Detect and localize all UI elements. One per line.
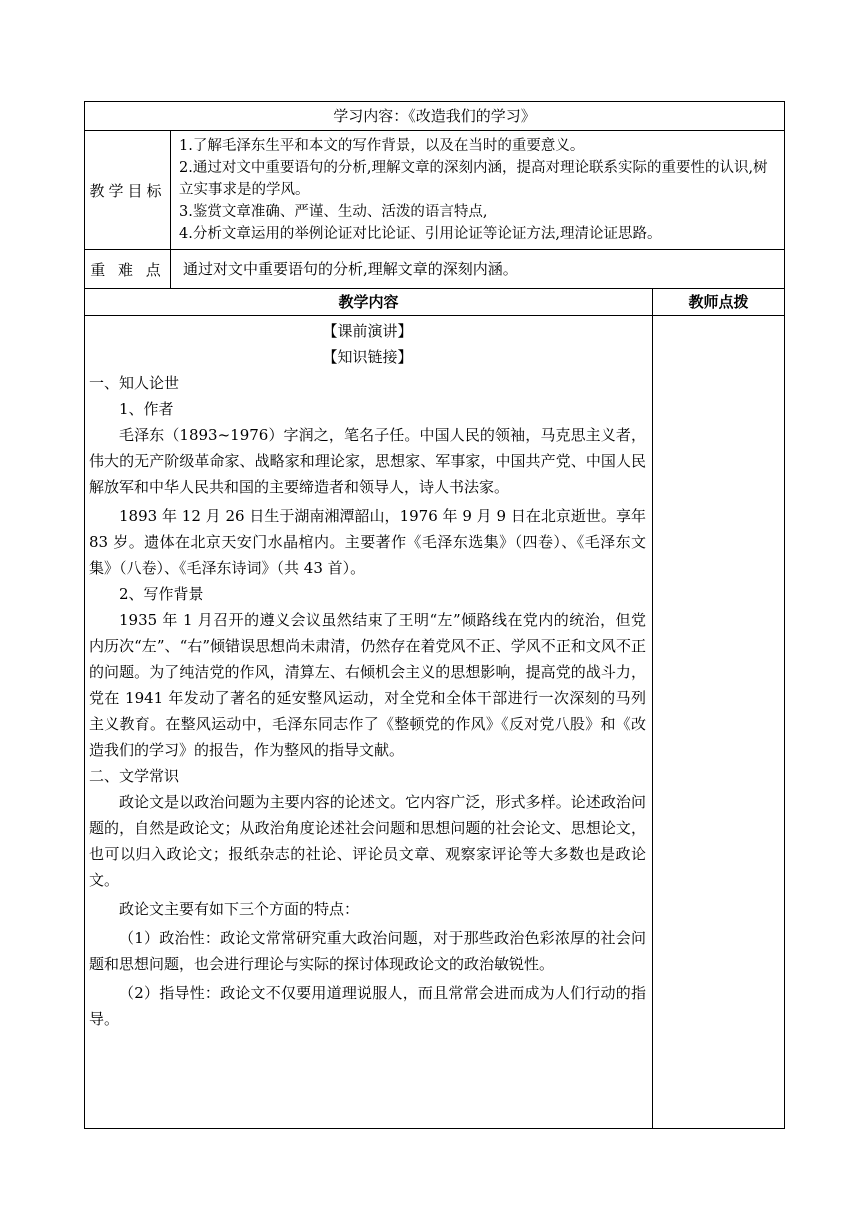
content-column-header: 教学内容 bbox=[85, 289, 653, 316]
teaching-content bbox=[85, 316, 653, 1129]
page-title: 学习内容：《改造我们的学习》 bbox=[85, 102, 785, 131]
paragraph: （1）政治性：政论文常常研究重大政治问题，对于那些政治色彩浓厚的社会问题和思想问题，也会进行理论与实际的探讨体现政论文的政治敏锐性。 bbox=[89, 929, 646, 973]
goal-item: 3.鉴赏文章准确、严谨、生动、活泼的语言特点, bbox=[179, 204, 488, 220]
goals-list bbox=[171, 131, 785, 250]
paragraph: 政论文主要有如下三个方面的特点： bbox=[119, 900, 360, 918]
subsection-heading: 1、作者 bbox=[119, 400, 174, 418]
key-points-label: 重 难 点 bbox=[85, 250, 171, 289]
section-heading: 一、知人论世 bbox=[89, 374, 180, 392]
subsection-heading: 2、写作背景 bbox=[119, 585, 204, 603]
key-points-text: 通过对文中重要语句的分析,理解文章的深刻内涵。 bbox=[171, 250, 785, 289]
goals-label: 教学目标 bbox=[85, 131, 171, 250]
paragraph: 1935 年 1 月召开的遵义会议虽然结束了王明“左”倾路线在党内的统治，但党内历次“左”、“右”倾错误思想尚未肃清，仍然存在着党风不正、学风不正和文风不正的问题。为了纯洁党的作风，清算左、右倾机会主义的思想影响，提高党的战斗力，党在 1941 年发动了著名的延安整风运动，对全党和全体干部进行一次深刻的马列主义教育。在整风运动中，毛泽东同志作了《整顿党的作风》《反对党八股》和《改造我们的学习》的报告，作为整风的指导文献。 bbox=[89, 611, 646, 759]
teacher-column-header: 教师点拨 bbox=[653, 289, 785, 316]
paragraph: 毛泽东（1893~1976）字润之，笔名子任。中国人民的领袖，马克思主义者，伟大的无产阶级革命家、战略家和理论家，思想家、军事家，中国共产党、中国人民解放军和中华人民共和国的主要缔造者和领导人，诗人书法家。 bbox=[89, 426, 646, 496]
speech-heading: 【课前演讲】 bbox=[322, 322, 413, 340]
paragraph: （2）指导性：政论文不仅要用道理说服人，而且常常会进而成为人们行动的指导。 bbox=[89, 984, 646, 1028]
goal-item: 2.通过对文中重要语句的分析,理解文章的深刻内涵，提高对理论联系实际的重要性的认识,树立实事求是的学风。 bbox=[179, 160, 768, 198]
section-heading: 二、文学常识 bbox=[89, 767, 180, 785]
lesson-plan-sheet bbox=[84, 101, 784, 1129]
lesson-plan-table bbox=[84, 101, 785, 1129]
paragraph: 政论文是以政治问题为主要内容的论述文。它内容广泛，形式多样。论述政治问题的，自然是政论文；从政治角度论述社会问题和思想问题的社会论文、思想论文，也可以归入政论文；报纸杂志的社论、评论员文章、观察家评论等大多数也是政论文。 bbox=[89, 793, 646, 889]
link-heading: 【知识链接】 bbox=[322, 348, 413, 366]
paragraph: 1893 年 12 月 26 日生于湖南湘潭韶山，1976 年 9 月 9 日在北京逝世。享年 83 岁。遗体在北京天安门水晶棺内。主要著作《毛泽东选集》（四卷）、《毛泽东文集》（八卷）、《毛泽东诗词》（共 43 首）。 bbox=[89, 507, 646, 577]
goal-item: 1.了解毛泽东生平和本文的写作背景，以及在当时的重要意义。 bbox=[179, 138, 585, 154]
teacher-notes-cell bbox=[653, 316, 785, 1129]
goal-item: 4.分析文章运用的举例论证对比论证、引用论证等论证方法,理清论证思路。 bbox=[179, 226, 662, 242]
